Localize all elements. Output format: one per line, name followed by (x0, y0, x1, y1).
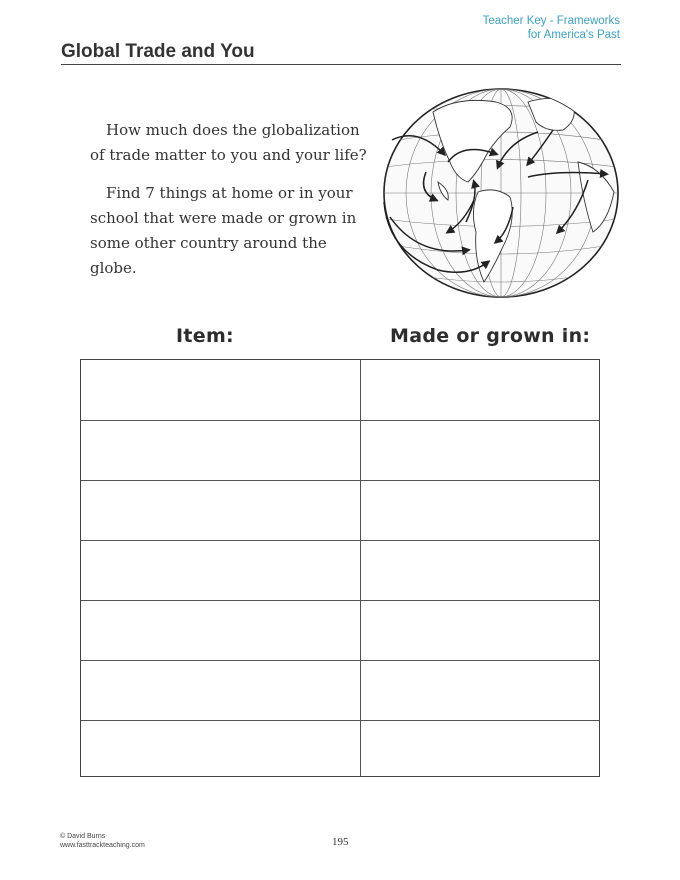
table-column-divider (360, 360, 361, 776)
table-row-divider (81, 420, 599, 421)
answer-table (80, 359, 600, 777)
page-title: Global Trade and You (61, 41, 255, 62)
website-text: www.fasttrackteaching.com (60, 842, 145, 849)
intro-paragraph-2: Find 7 things at home or in your school that were made or grown in some other country around the globe. (90, 184, 357, 277)
title-divider (61, 64, 621, 65)
table-row-divider (81, 480, 599, 481)
globe-with-trade-arrows-icon (378, 82, 624, 304)
footer-credits (60, 832, 145, 850)
page-number: 195 (332, 836, 349, 848)
table-row-divider (81, 720, 599, 721)
column-header-made-or-grown: Made or grown in: (390, 325, 591, 347)
copyright-text: © David Burns (60, 833, 106, 840)
teacher-key-line-1: Teacher Key - Frameworks (482, 15, 620, 27)
table-row-divider (81, 660, 599, 661)
intro-text (90, 118, 370, 294)
intro-paragraph-1: How much does the globalization of trade matter to you and your life? (90, 121, 367, 164)
table-row-divider (81, 540, 599, 541)
teacher-key-line-2: for America's Past (527, 29, 620, 41)
table-row-divider (81, 600, 599, 601)
column-header-item: Item: (176, 325, 234, 347)
teacher-key-header (483, 14, 620, 42)
